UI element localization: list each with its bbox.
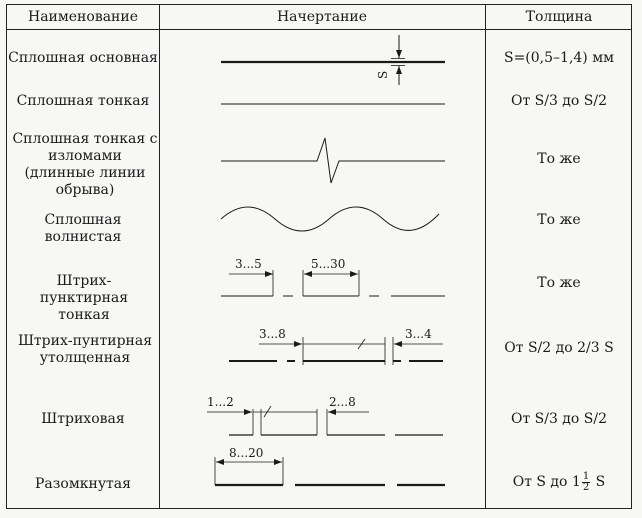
break-line xyxy=(221,138,445,183)
dim-label: 1...2 xyxy=(207,395,234,409)
fraction-numerator: 1 xyxy=(582,470,590,482)
dim-slash xyxy=(264,406,271,417)
row-thickness: То же xyxy=(537,151,581,167)
row-name: Штриховая xyxy=(41,411,125,427)
row-name: Штрих-пунтирная утолщенная xyxy=(17,333,153,366)
row-name: Штрих-пунктирная тонкая xyxy=(39,273,129,323)
dim-label: 3...5 xyxy=(235,257,262,271)
row-name: Сплошная основная xyxy=(8,50,158,66)
dim-label: 3...4 xyxy=(405,327,432,341)
dim-label: 8...20 xyxy=(229,446,264,460)
row-name: Сплошная тонкая с изломами (длинные линии обрыва) xyxy=(12,131,158,198)
wavy-line xyxy=(221,207,439,231)
thickness-suffix: S xyxy=(595,474,606,490)
row-thickness: S=(0,5–1,4) мм xyxy=(503,50,614,66)
dim-label: 5...30 xyxy=(311,257,346,271)
row-thickness: То же xyxy=(537,275,581,291)
thickness-prefix: От S до 1 xyxy=(512,474,581,490)
dim-label: 3...8 xyxy=(259,327,286,341)
row-name: Разомкнутая xyxy=(35,476,131,492)
row-thickness: От S/3 до S/2 xyxy=(510,411,608,427)
row-name: Сплошная волнистая xyxy=(44,212,122,245)
s-label: S xyxy=(376,70,390,79)
line-types-table xyxy=(6,4,632,509)
row-thickness: От S/2 до 2/3 S xyxy=(504,340,614,356)
row-thickness: От S/3 до S/2 xyxy=(510,93,608,109)
header-drawing: Начертание xyxy=(276,9,368,25)
header-name: Наименование xyxy=(28,9,138,25)
line-drawings xyxy=(7,5,633,510)
dim-label: 2...8 xyxy=(329,395,356,409)
fraction-denominator: 2 xyxy=(582,481,590,493)
row-thickness: То же xyxy=(537,212,581,228)
header-thickness: Толщина xyxy=(525,9,593,25)
row-name: Сплошная тонкая xyxy=(16,93,150,109)
